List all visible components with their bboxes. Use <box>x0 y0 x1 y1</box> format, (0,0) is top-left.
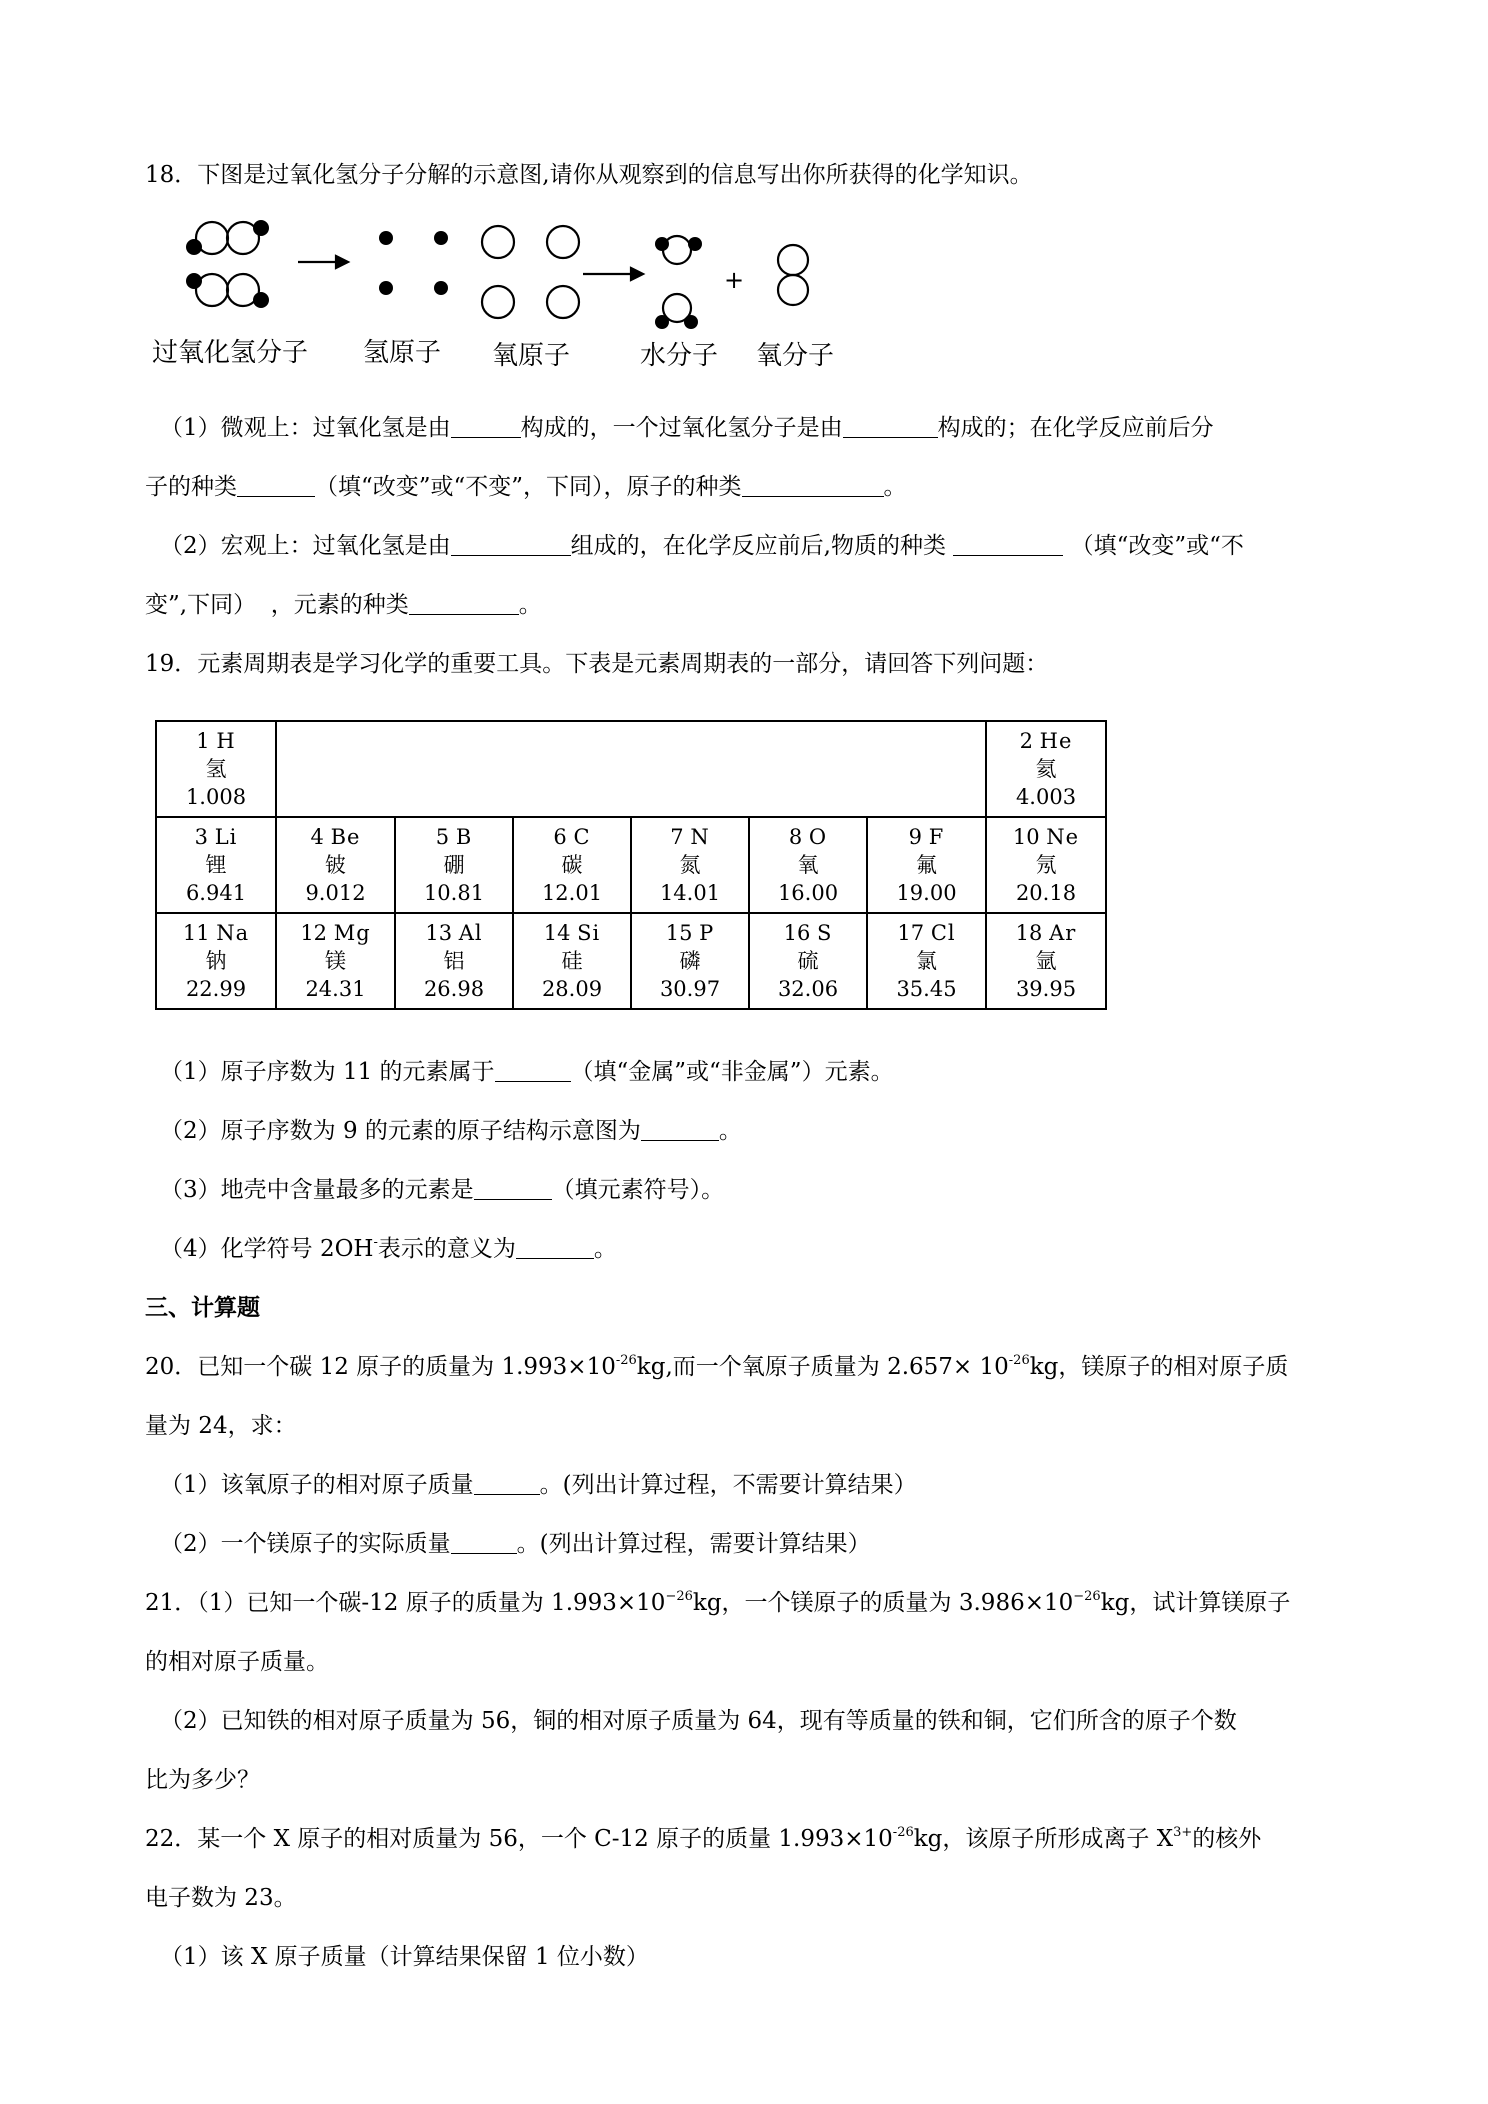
text: （填“金属”或“非金属”）元素。 <box>570 1059 894 1085</box>
q19-part4 <box>160 1233 1388 1265</box>
answer-blank[interactable] <box>742 474 884 497</box>
element-cell-p: 15 P 磷 30.97 <box>631 913 749 1009</box>
text: （填“改变”或“不 <box>1070 533 1244 559</box>
q20-line2: 量为 24，求： <box>145 1413 297 1439</box>
answer-blank[interactable] <box>451 533 571 556</box>
element-cell-h: 1 H 氢 1.008 <box>156 721 276 817</box>
text: 。 <box>718 1118 742 1144</box>
section-title: 三、计算题 <box>145 1295 260 1321</box>
superscript: 3+ <box>1173 1825 1193 1840</box>
element-cell-ar: 18 Ar 氩 39.95 <box>986 913 1106 1009</box>
text: kg，该原子所形成离子 X <box>913 1826 1174 1852</box>
h2o2-molecule-top <box>196 222 259 254</box>
element-cell-si: 14 Si 硅 28.09 <box>513 913 631 1009</box>
q20-line1 <box>145 1351 1388 1383</box>
plus-sign: + <box>724 266 745 294</box>
text: 。(列出计算过程，需要计算结果） <box>516 1531 871 1557</box>
text: （3）地壳中含量最多的元素是 <box>160 1177 474 1203</box>
hydrogen-atom <box>379 281 393 295</box>
element-cell-be: 4 Be 铍 9.012 <box>276 817 395 913</box>
q21-line4: 比为多少？ <box>145 1767 260 1793</box>
label-hydrogen-atom: 氢原子 <box>363 338 442 368</box>
q19-part3 <box>160 1174 1388 1206</box>
text: 。 <box>593 1236 617 1262</box>
oxygen-atom <box>482 226 514 258</box>
element-cell-li: 3 Li 锂 6.941 <box>156 817 276 913</box>
text: （1）原子序数为 11 的元素属于 <box>160 1059 495 1085</box>
oxygen-atom <box>482 286 514 318</box>
text: 20．已知一个碳 12 原子的质量为 1.993×10 <box>145 1354 616 1380</box>
q18-part1-line1 <box>160 412 1388 444</box>
answer-blank[interactable] <box>641 1118 719 1141</box>
q19-part2 <box>160 1115 1388 1147</box>
text: （4）化学符号 2OH <box>160 1236 374 1262</box>
answer-blank[interactable] <box>409 592 519 615</box>
text: 子的种类 <box>145 474 237 500</box>
element-cell-n: 7 N 氮 14.01 <box>631 817 749 913</box>
text: （2）原子序数为 9 的元素的原子结构示意图为 <box>160 1118 641 1144</box>
text: 。 <box>883 474 907 500</box>
element-cell-cl: 17 Cl 氯 35.45 <box>867 913 986 1009</box>
text: 变”,下同） <box>145 592 257 618</box>
hydrogen-atom <box>434 231 448 245</box>
q21-line2: 的相对原子质量。 <box>145 1649 329 1675</box>
label-h2o2-molecule: 过氧化氢分子 <box>152 338 309 368</box>
label-water-molecule: 水分子 <box>640 341 719 371</box>
element-cell-al: 13 Al 铝 26.98 <box>395 913 513 1009</box>
o2-atom <box>778 275 808 305</box>
text: （填“改变”或“不变”，下同），原子的种类 <box>315 474 742 500</box>
q18-stem: 18．下图是过氧化氢分子分解的示意图,请你从观察到的信息写出你所获得的化学知识。 <box>145 162 1033 188</box>
text: 21．（1）已知一个碳-12 原子的质量为 1.993×10 <box>145 1590 666 1616</box>
text: 。(列出计算过程，不需要计算结果） <box>539 1472 917 1498</box>
q20-part2 <box>160 1528 1388 1560</box>
superscript: -26 <box>615 1353 637 1368</box>
answer-blank[interactable] <box>451 415 521 438</box>
text: kg,而一个氧原子质量为 2.657× 10 <box>636 1354 1009 1380</box>
text: 表示的意义为 <box>377 1236 516 1262</box>
superscript: −26 <box>1073 1589 1101 1604</box>
element-cell-c: 6 C 碳 12.01 <box>513 817 631 913</box>
q21-line3: （2）已知铁的相对原子质量为 56，铜的相对原子质量为 64，现有等质量的铁和铜，它们所含的原子个数 <box>160 1708 1237 1734</box>
superscript: - <box>373 1235 378 1250</box>
text: （填元素符号）。 <box>551 1177 725 1203</box>
periodic-table <box>155 720 1107 1010</box>
text: （2）一个镁原子的实际质量 <box>160 1531 451 1557</box>
superscript: -26 <box>1008 1353 1030 1368</box>
superscript: −26 <box>665 1589 693 1604</box>
text: 的核外 <box>1192 1826 1262 1852</box>
label-oxygen-molecule: 氧分子 <box>756 341 835 371</box>
text: kg，一个镁原子的质量为 3.986×10 <box>692 1590 1074 1616</box>
answer-blank[interactable] <box>953 533 1063 556</box>
superscript: -26 <box>892 1825 914 1840</box>
answer-blank[interactable] <box>516 1236 594 1259</box>
element-cell-mg: 12 Mg 镁 24.31 <box>276 913 395 1009</box>
q22-line1 <box>145 1823 1388 1855</box>
h2o2-decomposition-diagram <box>150 210 870 380</box>
element-cell-na: 11 Na 钠 22.99 <box>156 913 276 1009</box>
q20-part1 <box>160 1469 1388 1501</box>
q18-part2-line1 <box>160 530 1388 562</box>
q22-part1: （1）该 X 原子质量（计算结果保留 1 位小数） <box>160 1944 649 1970</box>
element-cell-he: 2 He 氦 4.003 <box>986 721 1106 817</box>
oxygen-atom <box>547 226 579 258</box>
q18-part2-line2 <box>145 589 1388 621</box>
text: 构成的，一个过氧化氢分子是由 <box>520 415 843 441</box>
text: （2）宏观上：过氧化氢是由 <box>160 533 451 559</box>
text: ，元素的种类 <box>270 592 409 618</box>
o2-atom <box>778 245 808 275</box>
arrow-head-icon <box>336 256 348 268</box>
answer-blank[interactable] <box>495 1059 571 1082</box>
answer-blank[interactable] <box>474 1177 552 1200</box>
hydrogen-atom <box>434 281 448 295</box>
element-cell-o: 8 O 氧 16.00 <box>749 817 867 913</box>
h2o2-molecule-bottom <box>196 274 259 306</box>
answer-blank[interactable] <box>237 474 315 497</box>
q22-line2: 电子数为 23。 <box>145 1885 297 1911</box>
q18-part1-line2 <box>145 471 1388 503</box>
answer-blank[interactable] <box>843 415 938 438</box>
q21-line1 <box>145 1587 1388 1619</box>
text: （1）微观上：过氧化氢是由 <box>160 415 451 441</box>
element-cell-ne: 10 Ne 氖 20.18 <box>986 817 1106 913</box>
text: 。 <box>518 592 542 618</box>
text: （1）该氧原子的相对原子质量 <box>160 1472 474 1498</box>
q19-part1 <box>160 1056 1388 1088</box>
element-cell-s: 16 S 硫 32.06 <box>749 913 867 1009</box>
element-cell-b: 5 B 硼 10.81 <box>395 817 513 913</box>
arrow-head-icon <box>631 268 643 280</box>
answer-blank[interactable] <box>474 1472 540 1495</box>
text: kg，试计算镁原子 <box>1100 1590 1291 1616</box>
label-oxygen-atom: 氧原子 <box>492 341 571 371</box>
q19-stem: 19．元素周期表是学习化学的重要工具。下表是元素周期表的一部分，请回答下列问题： <box>145 651 1049 677</box>
text: 组成的，在化学反应前后,物质的种类 <box>570 533 946 559</box>
element-cell-f: 9 F 氟 19.00 <box>867 817 986 913</box>
text: 构成的；在化学反应前后分 <box>937 415 1214 441</box>
hydrogen-atom <box>379 231 393 245</box>
text: kg，镁原子的相对原子质 <box>1029 1354 1289 1380</box>
answer-blank[interactable] <box>451 1531 517 1554</box>
text: 22．某一个 X 原子的相对质量为 56，一个 C-12 原子的质量 1.993×10 <box>145 1826 893 1852</box>
oxygen-atom <box>547 286 579 318</box>
